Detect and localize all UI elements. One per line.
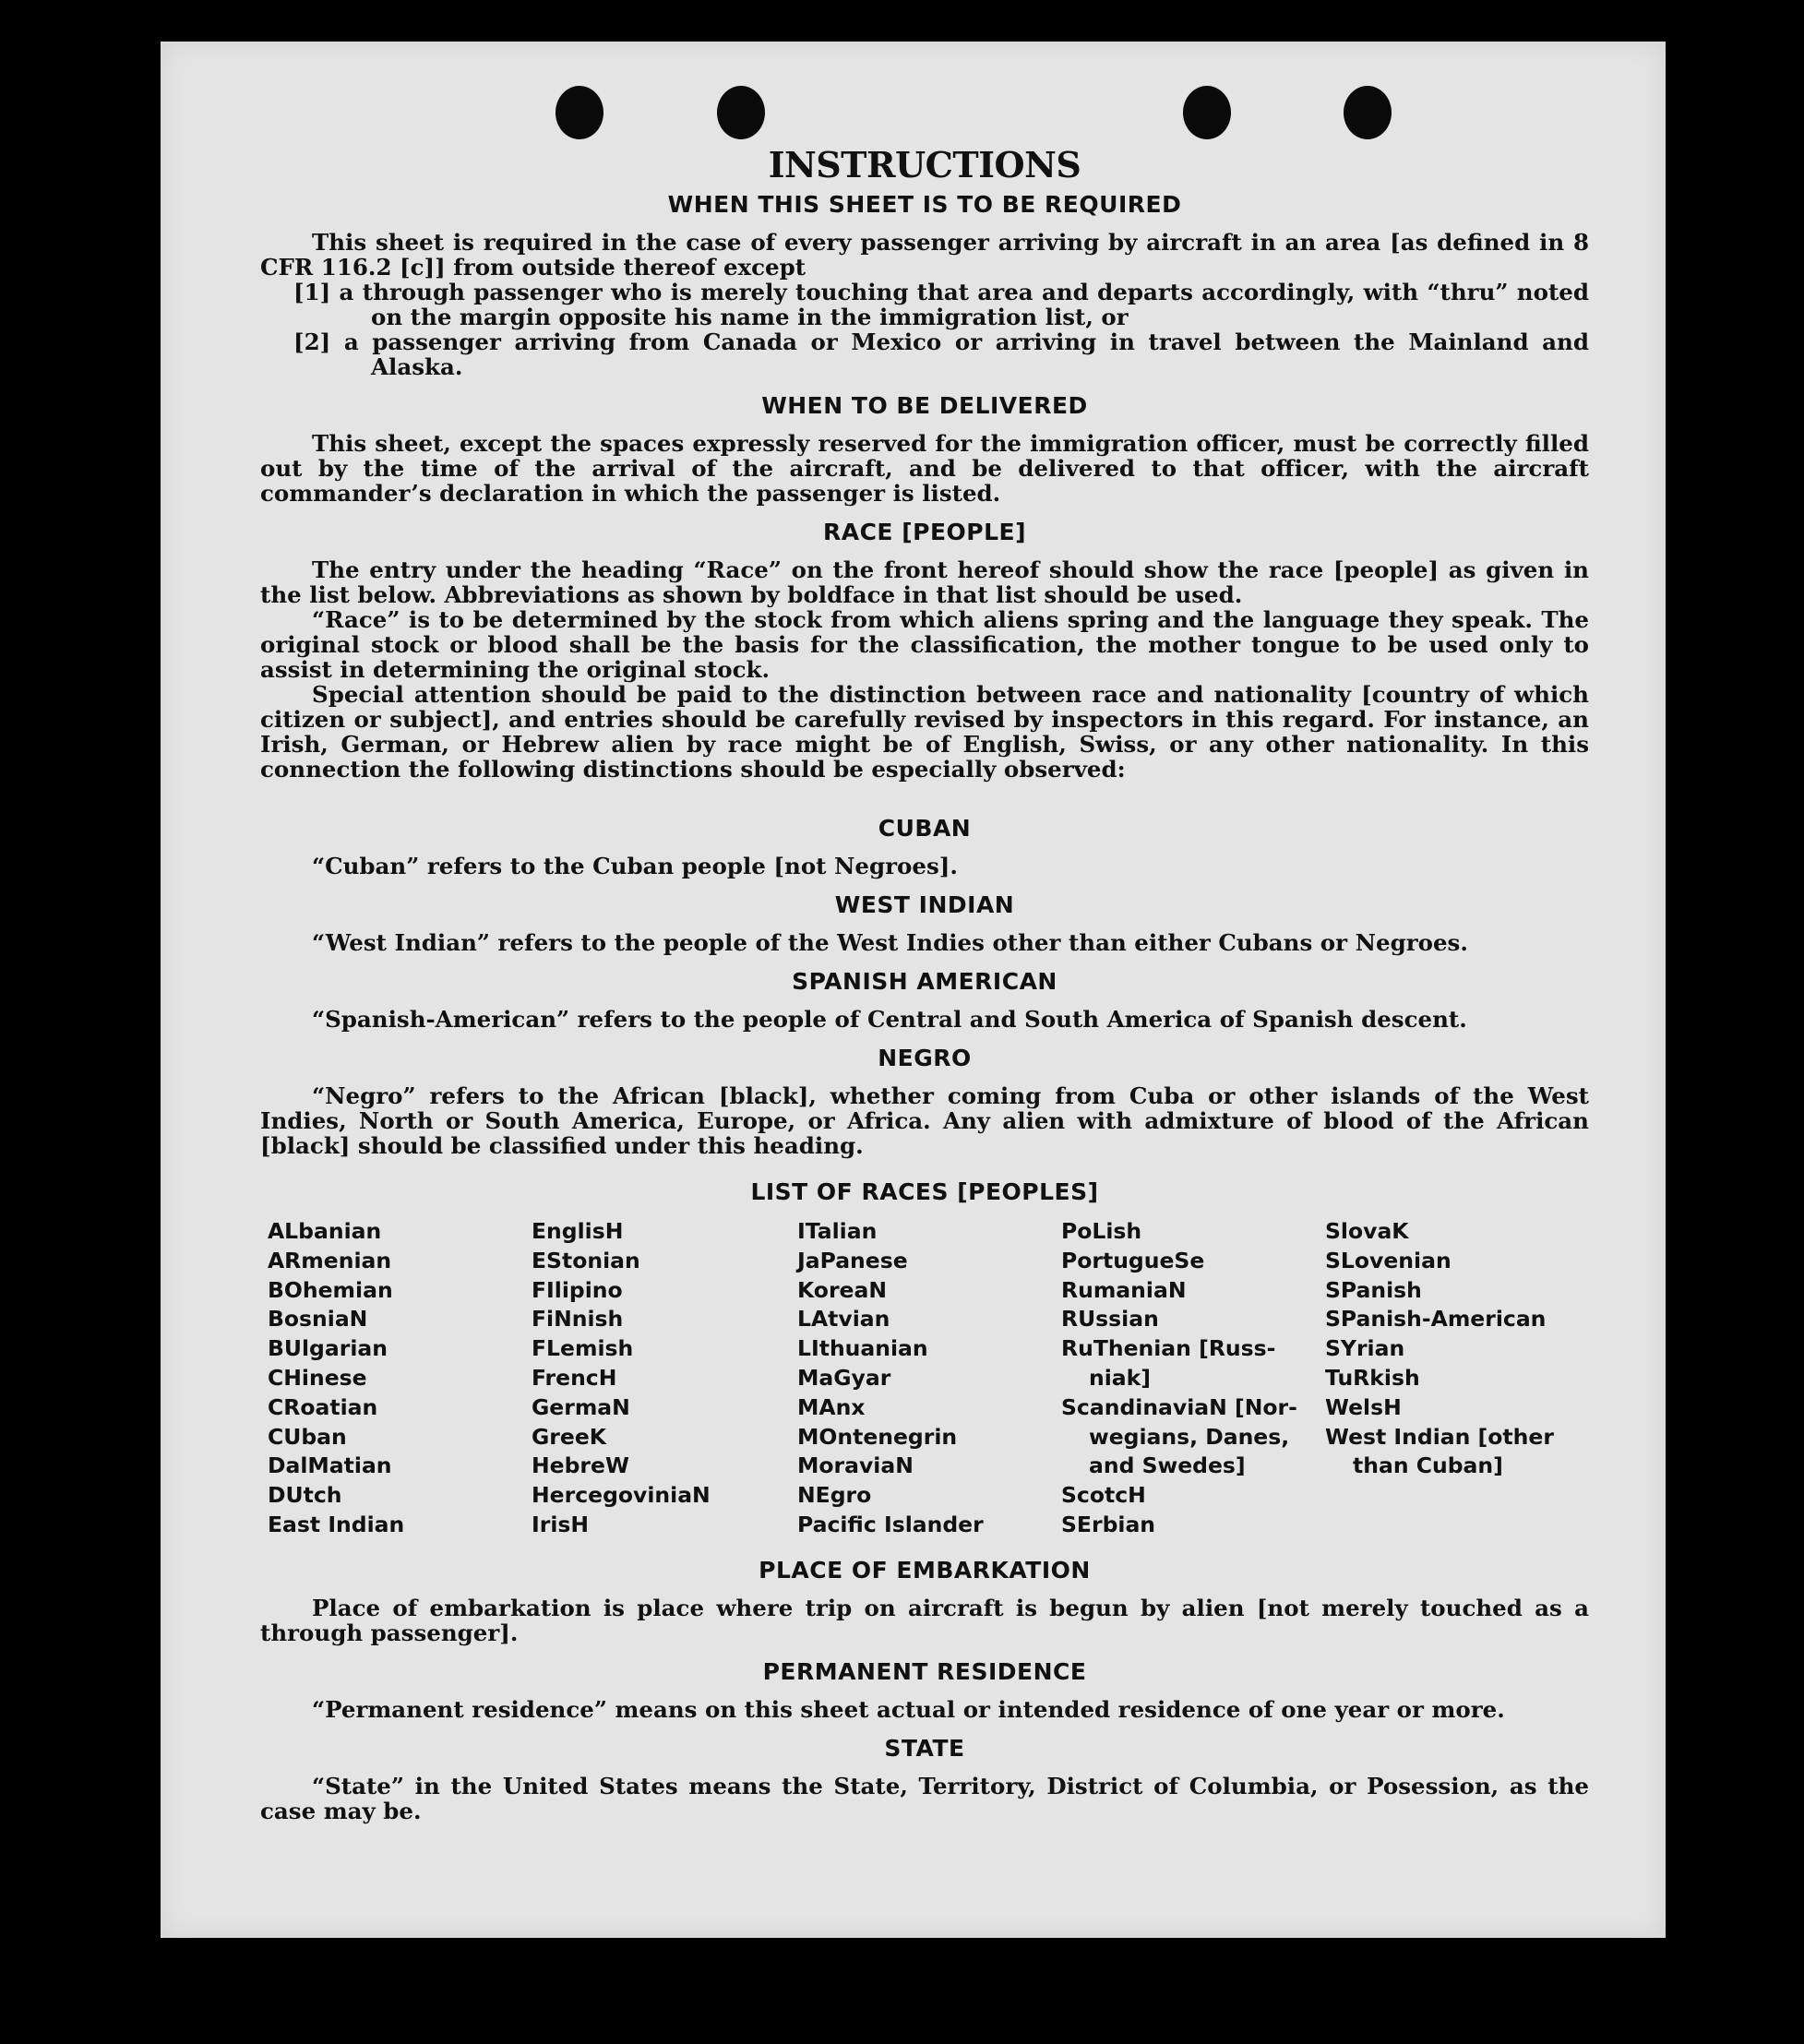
races-column-2 — [532, 1217, 797, 1540]
race-entry-continued: wegians, Danes, — [1089, 1423, 1290, 1450]
race-entry: MoraviaN — [797, 1452, 914, 1479]
race-entry: JaPanese — [797, 1247, 908, 1273]
race-entry: FIlipino — [532, 1276, 623, 1303]
instructions-body — [260, 143, 1589, 1823]
race-entry: ITalian — [797, 1218, 878, 1244]
race-entry: DUtch — [268, 1482, 342, 1509]
heading-negro: NEGRO — [878, 1045, 972, 1071]
race-entry: SPanish-American — [1325, 1306, 1547, 1333]
spanish-american-text: “Spanish-American” refers to the people of Central and South America of Spanish descent. — [312, 1006, 1467, 1033]
race-entry: PortugueSe — [1061, 1247, 1205, 1273]
race-entry: FrencH — [532, 1364, 617, 1391]
race-entry: EStonian — [532, 1247, 640, 1273]
race-paragraph-3: Special attention should be paid to the distinction between race and nationality [country of which citizen or subject], and entries should be carefully revised by inspectors in this regard. For instance, an Irish, German, or Hebrew alien by race might be of English, Swiss, or any other nationality. In this connection the following distinctions should be especially observed: — [260, 681, 1589, 783]
race-entry: EnglisH — [532, 1218, 624, 1244]
heading-spanish-american: SPANISH AMERICAN — [792, 968, 1057, 995]
page-title: INSTRUCTIONS — [768, 144, 1081, 185]
races-column-5 — [1325, 1217, 1593, 1540]
cuban-text: “Cuban” refers to the Cuban people [not Negroes]. — [312, 853, 958, 879]
race-entry: DalMatian — [268, 1452, 392, 1479]
race-entry-continued: and Swedes] — [1089, 1452, 1246, 1479]
race-entry: ScandinaviaN [Nor- — [1061, 1393, 1297, 1420]
heading-embarkation: PLACE OF EMBARKATION — [759, 1556, 1091, 1584]
required-intro: This sheet is required in the case of every passenger arriving by aircraft in an area [as defined in 8 CFR 116.2 [c]] from outside thereof except — [260, 229, 1589, 281]
heading-state: STATE — [884, 1734, 965, 1762]
races-column-1 — [268, 1217, 532, 1540]
race-entry: East Indian — [268, 1511, 405, 1537]
races-column-3 — [797, 1217, 1061, 1540]
race-entry: CRoatian — [268, 1393, 378, 1420]
heading-permanent-residence: PERMANENT RESIDENCE — [762, 1657, 1087, 1685]
state-text: “State” in the United States means the State, Territory, District of Columbia, or Posession, as the case may be. — [260, 1772, 1589, 1824]
race-entry: MOntenegrin — [797, 1423, 958, 1450]
race-entry: LAtvian — [797, 1306, 890, 1333]
race-entry: RUssian — [1061, 1306, 1159, 1333]
exception-item-1: [1] a through passenger who is merely touching that area and departs accordingly, with “thru” noted on the margin opposite his name in the immigration list, or — [293, 279, 1589, 330]
race-entry: SlovaK — [1325, 1218, 1409, 1244]
heading-delivered: WHEN TO BE DELIVERED — [761, 392, 1088, 419]
race-entry: West Indian [other — [1325, 1423, 1554, 1450]
race-entry: GermaN — [532, 1393, 630, 1420]
heading-required: WHEN THIS SHEET IS TO BE REQUIRED — [667, 191, 1182, 218]
embarkation-text: Place of embarkation is place where trip on aircraft is begun by alien [not merely touched as a through passenger]. — [260, 1594, 1589, 1646]
race-entry: SLovenian — [1325, 1247, 1452, 1273]
race-entry: MaGyar — [797, 1364, 891, 1391]
race-entry: BosniaN — [268, 1306, 368, 1333]
race-entry: ARmenian — [268, 1247, 392, 1273]
punch-hole — [556, 86, 603, 139]
race-entry: LIthuanian — [797, 1335, 928, 1362]
heading-cuban: CUBAN — [878, 815, 972, 842]
race-entry: CUban — [268, 1423, 347, 1450]
race-entry: ScotcH — [1061, 1482, 1146, 1509]
race-entry: CHinese — [268, 1364, 367, 1391]
race-entry: SErbian — [1061, 1511, 1156, 1537]
heading-race: RACE [PEOPLE] — [822, 519, 1027, 545]
race-entry: IrisH — [532, 1511, 590, 1537]
residence-text: “Permanent residence” means on this sheet actual or intended residence of one year or more. — [312, 1695, 1505, 1723]
race-entry: HercegoviniaN — [532, 1482, 711, 1509]
race-entry: SYrian — [1325, 1335, 1405, 1362]
races-list — [268, 1217, 1589, 1540]
race-entry: FLemish — [532, 1335, 634, 1362]
race-entry: RumaniaN — [1061, 1276, 1187, 1303]
race-paragraph-2: “Race” is to be determined by the stock from which aliens spring and the language they speak. The original stock or blood shall be the basis for the classification, the mother tongue to be used only to assist in determining the original stock. — [260, 606, 1589, 683]
punch-hole — [717, 86, 765, 139]
race-entry: ALbanian — [268, 1218, 382, 1244]
delivered-text: This sheet, except the spaces expressly reserved for the immigration officer, must be correctly filled out by the time of the arrival of the aircraft, and be delivered to that officer, with the aircraft commander’s declaration in which the passenger is listed. — [260, 430, 1589, 507]
race-entry: KoreaN — [797, 1276, 887, 1303]
race-entry: PoLish — [1061, 1218, 1142, 1244]
race-paragraph-1: The entry under the heading “Race” on the front hereof should show the race [people] as given in the list below. Abbreviations as shown by boldface in that list should be used. — [260, 556, 1589, 608]
race-entry-continued: niak] — [1089, 1364, 1152, 1391]
race-entry: FiNnish — [532, 1306, 624, 1333]
race-entry: MAnx — [797, 1393, 866, 1420]
heading-west-indian: WEST INDIAN — [834, 891, 1015, 918]
race-entry: HebreW — [532, 1452, 629, 1479]
race-entry: NEgro — [797, 1482, 872, 1509]
race-entry: RuThenian [Russ- — [1061, 1335, 1276, 1362]
race-entry: TuRkish — [1325, 1364, 1420, 1391]
race-entry: WelsH — [1325, 1393, 1402, 1420]
punch-hole — [1183, 86, 1231, 139]
race-entry: BUlgarian — [268, 1335, 388, 1362]
races-column-4 — [1061, 1217, 1325, 1540]
race-entry: Pacific Islander — [797, 1511, 984, 1537]
exception-item-2: [2] a passenger arriving from Canada or Mexico or arriving in travel between the Mainland and Alaska. — [293, 329, 1589, 380]
race-entry: BOhemian — [268, 1276, 393, 1303]
race-entry-continued: than Cuban] — [1353, 1452, 1503, 1479]
race-entry: GreeK — [532, 1423, 606, 1450]
race-entry: SPanish — [1325, 1276, 1422, 1303]
punch-hole — [1344, 86, 1392, 139]
document-page — [161, 42, 1666, 1938]
west-indian-text: “West Indian” refers to the people of the West Indies other than either Cubans or Negroes. — [312, 929, 1468, 956]
negro-text: “Negro” refers to the African [black], whether coming from Cuba or other islands of the West Indies, North or South America, Europe, or Africa. Any alien with admixture of blood of the African [black] should be classified under this heading. — [260, 1082, 1589, 1159]
heading-list-of-races: LIST OF RACES [PEOPLES] — [750, 1178, 1099, 1205]
